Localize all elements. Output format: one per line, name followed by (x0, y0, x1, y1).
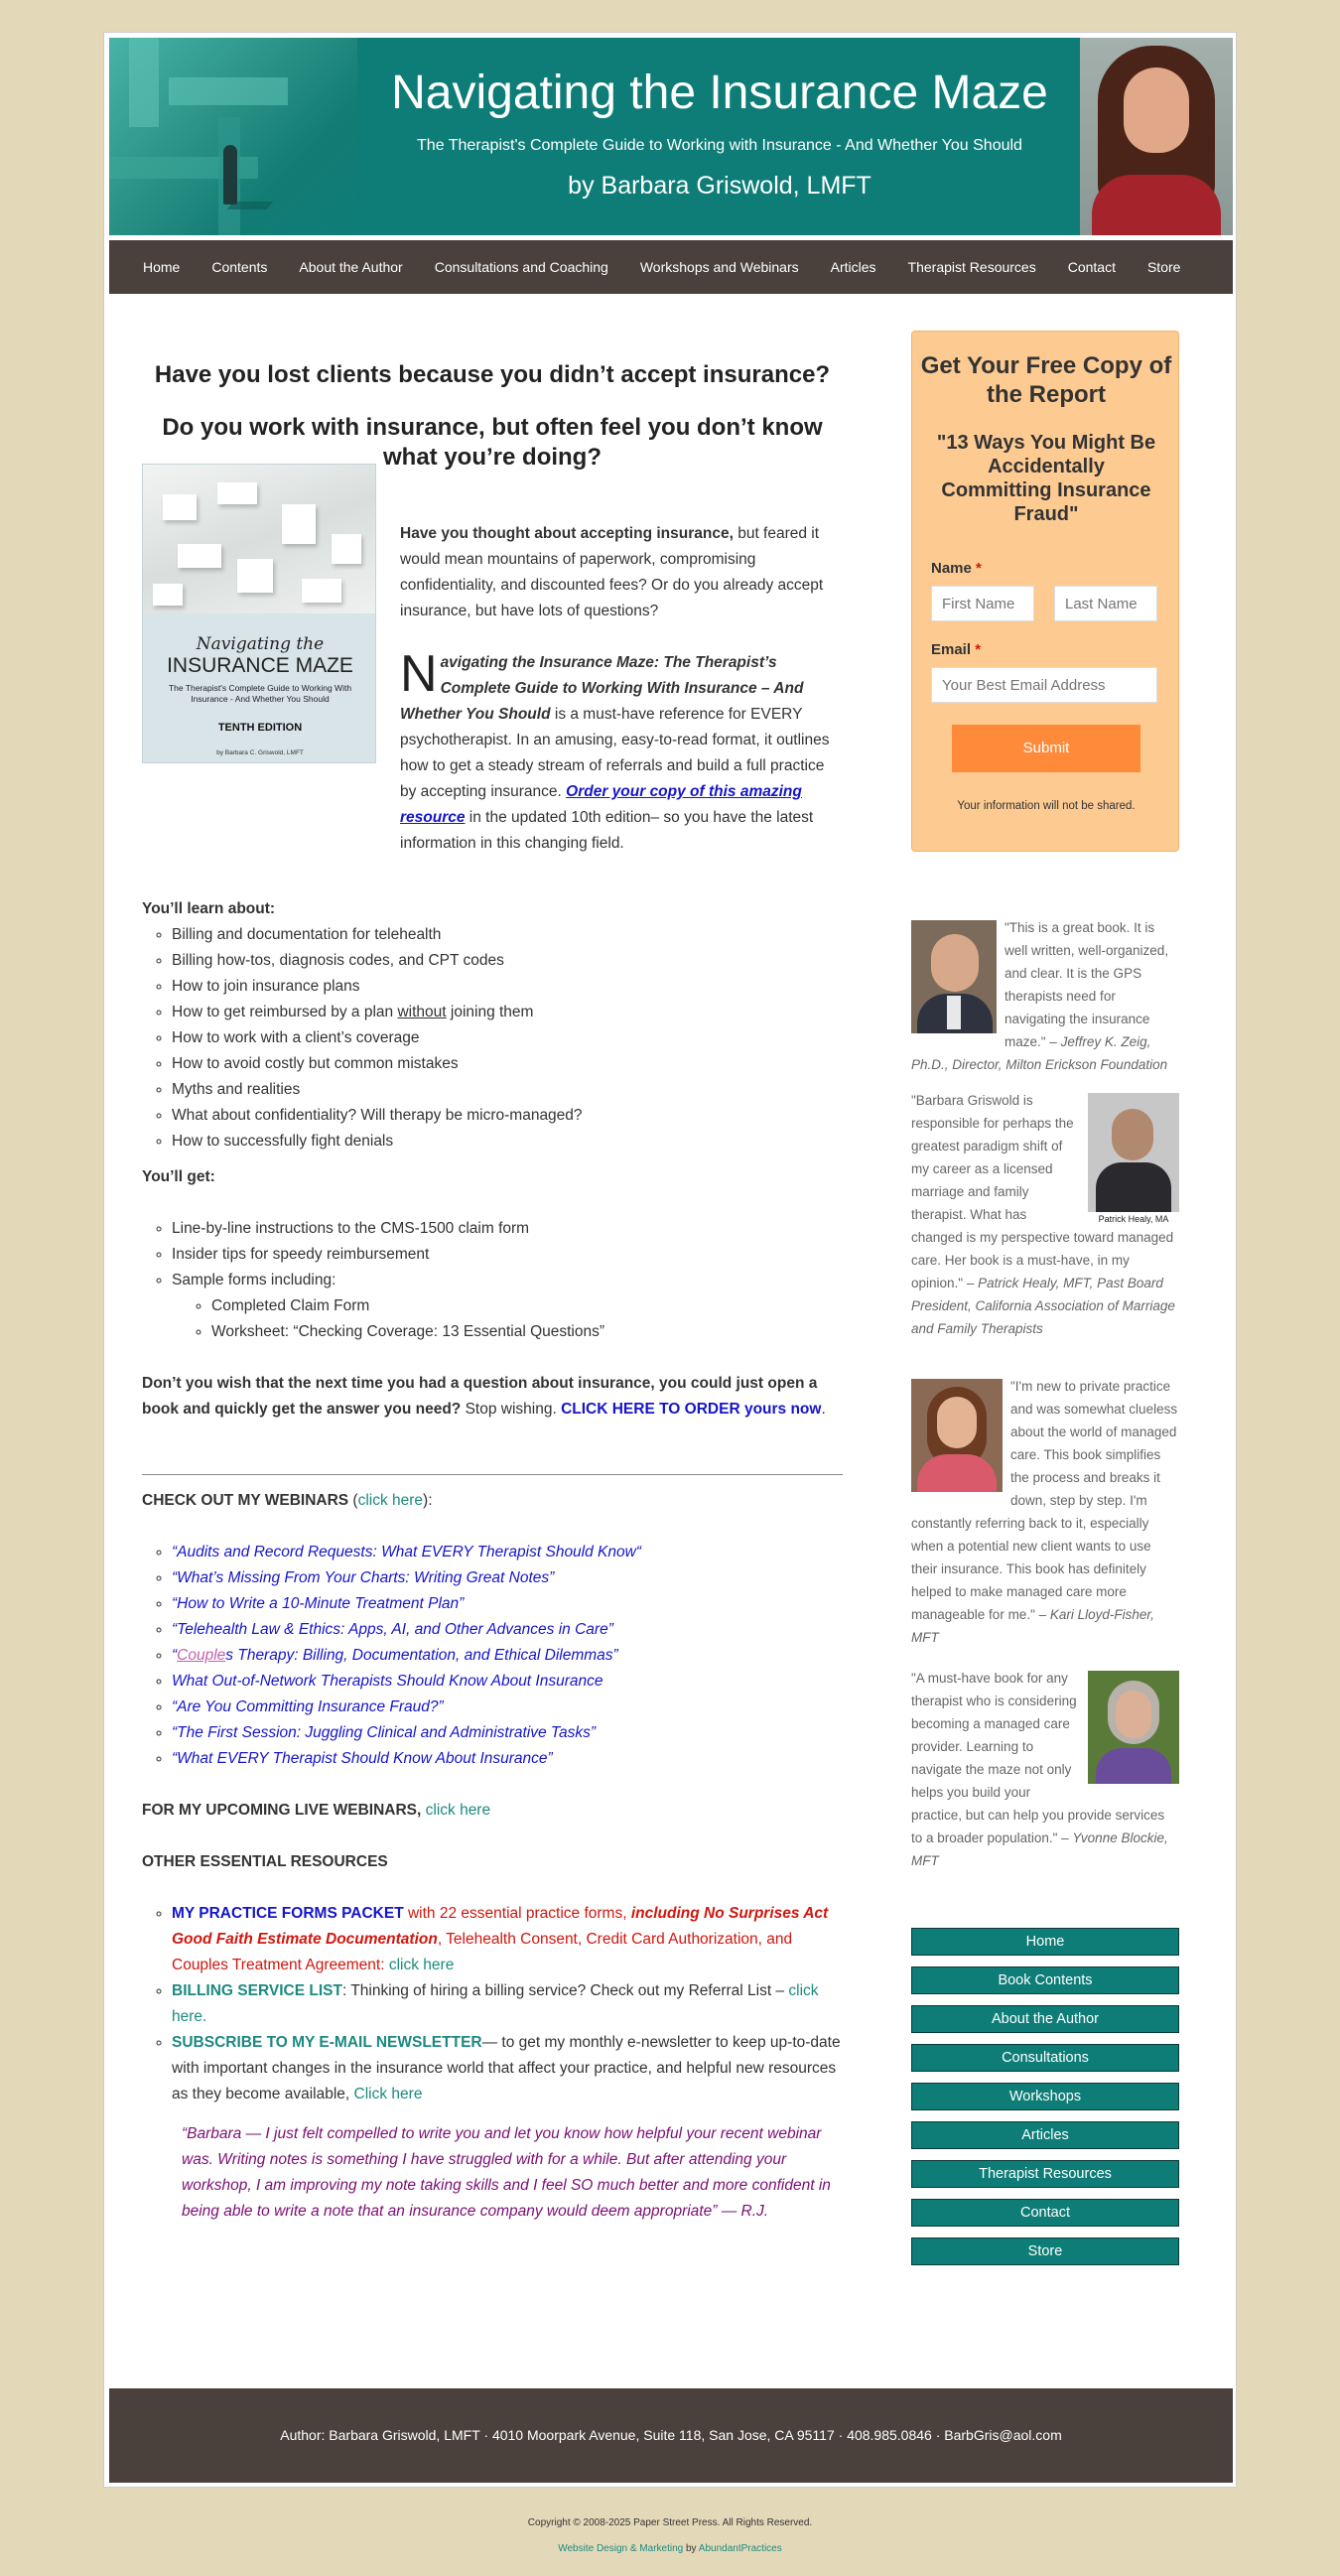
site-title: Navigating the Insurance Maze (391, 67, 1048, 119)
testimonial-attr: Kari Lloyd-Fisher, MFT (911, 1607, 1154, 1645)
testimonial-photo (911, 1379, 1003, 1492)
newsletter-click-here[interactable]: Click here (353, 2086, 423, 2102)
intro-bold: Have you thought about accepting insurance, (400, 525, 734, 542)
author-photo (1080, 38, 1233, 235)
list-item (172, 1901, 843, 1978)
name-label: Name * (931, 560, 982, 577)
testimonial-text: "I'm new to private practice and was somewhat clueless about the world of managed care. This book simplifies the process and breaks it down, step by step. I'm constantly referring back to it, especially when a potential new client wants to use their insurance. This book has definitely helped to make managed care more manageable for me." – (911, 1379, 1178, 1622)
site-footer: Author: Barbara Griswold, LMFT · 4010 Moorpark Avenue, Suite 118, San Jose, CA 95117 · 408.985.0846 · BarbGris@aol.com (109, 2388, 1233, 2483)
site-subtitle: The Therapist's Complete Guide to Working with Insurance - And Whether You Should (417, 137, 1022, 154)
site-header (109, 38, 1233, 235)
credit-line (0, 2543, 1340, 2554)
list-item: ◦ Line-by-line instructions to the CMS-1500 claim form (172, 1216, 843, 1242)
dropcap: N (400, 645, 438, 703)
nav-contents[interactable]: Contents (211, 259, 268, 275)
wish-bold: Don’t you wish that the next time you had a question about insurance, you could just open a book and quickly get the answer you need? (142, 1375, 818, 1418)
forms-packet-link[interactable]: MY PRACTICE FORMS PACKET (172, 1905, 404, 1922)
testimonial-attr: Patrick Healy, MFT, Past Board President, California Association of Marriage and Family Therapists (911, 1276, 1175, 1336)
res1-text: with 22 essential practice forms, (403, 1905, 631, 1922)
get-list (142, 1216, 843, 1293)
other-heading (142, 1849, 843, 1875)
nav-contact[interactable]: Contact (1067, 259, 1116, 275)
list-item: ◦ How to get reimbursed by a plan without joining them (172, 1000, 843, 1025)
testimonial-quote: “Barbara — I just felt compelled to write you and let you know how helpful your recent webinar was. Writing notes is something I have struggled with for a while. But after attending your workshop, I am improving my note taking skills and I feel SO much better and more confident in being able to write a note that an insurance company would deem appropriate” — R.J. (182, 2125, 831, 2220)
webinar-link-4[interactable]: “Telehealth Law & Ethics: Apps, AI, and Other Advances in Care” (172, 1621, 613, 1638)
divider (142, 1474, 843, 1475)
sidebar-button-home[interactable]: Home (911, 1928, 1179, 1956)
get-section (142, 1164, 843, 1345)
list-item: ◦ How to join insurance plans (172, 974, 843, 1000)
webinar-link-1[interactable]: “Audits and Record Requests: What EVERY Therapist Should Know“ (172, 1544, 641, 1560)
photo-caption: Patrick Healy, MA (1098, 1214, 1169, 1224)
list-item: ◦ Sample forms including: (172, 1268, 843, 1293)
forms-click-here[interactable]: click here (388, 1957, 455, 1973)
res2-text: : Thinking of hiring a billing service? Check out my Referral List – (341, 1982, 789, 1999)
list-item (172, 1978, 843, 2030)
res1-text-2: , Telehealth Consent, Credit Card Authorization, and Couples Treatment Agreement: (172, 1931, 793, 1973)
testimonial-attr: Jeffrey K. Zeig, Ph.D., Director, Milton Erickson Foundation (911, 1034, 1168, 1072)
main-nav (109, 240, 1233, 294)
nav-home[interactable]: Home (143, 259, 181, 275)
sidebar-button-articles[interactable]: Articles (911, 2121, 1179, 2149)
wish-paragraph: Don’t you wish that the next time you had a question about insurance, you could just open a book and quickly get the answer you need? Stop wishing. CLICK HERE TO ORDER yours now. (142, 1375, 826, 1418)
other-heading-text: OTHER ESSENTIAL RESOURCES (142, 1853, 388, 1870)
list-item: ◦ Billing and documentation for telehealth (172, 922, 843, 948)
get-heading: You’ll get: (142, 1168, 215, 1185)
testimonial-4 (911, 1667, 1179, 1872)
get-sub-list (142, 1293, 843, 1345)
webinar-link-7[interactable]: “Are You Committing Insurance Fraud?” (172, 1698, 444, 1715)
list-item: ◦ Myths and realities (172, 1077, 843, 1103)
credit-link-abundant[interactable]: AbundantPractices (698, 2543, 782, 2554)
sidebar-button-contact[interactable]: Contact (911, 2199, 1179, 2227)
testimonial-photo (1088, 1671, 1179, 1784)
testimonial-3 (911, 1375, 1179, 1649)
list-item: ◦ How to avoid costly but common mistakes (172, 1051, 843, 1077)
billing-list-link[interactable]: BILLING SERVICE LIST (172, 1982, 342, 1999)
testimonial-2 (911, 1089, 1179, 1340)
res3-text: — to get my monthly e-newsletter to keep up-to-date with important changes in the insurance world that affect your practice, and helpful new resources as they become available, (172, 2034, 841, 2102)
webinar-link-6[interactable]: What Out-of-Network Therapists Should Know About Insurance (172, 1673, 603, 1690)
wish-text: Stop wishing. (461, 1401, 562, 1418)
resources-section (142, 1901, 843, 2107)
book-edition: TENTH EDITION (217, 722, 303, 734)
credit-link-design[interactable]: Website Design & Marketing (558, 2543, 684, 2554)
sidebar-button-about[interactable]: About the Author (911, 2005, 1179, 2033)
submit-button[interactable]: Submit (952, 725, 1140, 772)
book-title-script: Navigating the (196, 634, 325, 654)
copyright: Copyright © 2008-2025 Paper Street Press. All Rights Reserved. (527, 2517, 813, 2528)
learn-heading: You’ll learn about: (142, 900, 276, 917)
list-item: ◦ Worksheet: “Checking Coverage: 13 Essential Questions” (211, 1319, 843, 1345)
testimonial-attr: Yvonne Blockie, MFT (911, 1830, 1168, 1868)
optin-title: Get Your Free Copy of the Report (920, 352, 1172, 408)
newsletter-link[interactable]: SUBSCRIBE TO MY E-MAIL NEWSLETTER (172, 2034, 482, 2051)
webinars-link[interactable]: click here (357, 1492, 424, 1509)
book-desc-text: is a must-have reference for EVERY psychotherapist. In an amusing, easy-to-read format, it outlines how to get a steady stream of referrals and build a full practice by accepting insurance. (400, 706, 830, 800)
email-label: Email * (931, 641, 982, 658)
testimonial-photo (911, 920, 997, 1033)
learn-list (142, 922, 843, 1154)
list-item: ◦ Insider tips for speedy reimbursement (172, 1242, 843, 1268)
optin-report-title: "13 Ways You Might Be Accidentally Committing Insurance Fraud" (936, 432, 1156, 525)
sidebar-button-store[interactable]: Store (911, 2237, 1179, 2265)
headline-1: Have you lost clients because you didn’t accept insurance? (154, 361, 831, 388)
nav-resources[interactable]: Therapist Resources (907, 259, 1036, 275)
list-item (172, 2030, 843, 2107)
list-item: ◦ How to successfully fight denials (172, 1129, 843, 1154)
list-item: ◦ How to work with a client’s coverage (172, 1025, 843, 1051)
webinars-heading: CHECK OUT MY WEBINARS (142, 1492, 349, 1509)
nav-workshops[interactable]: Workshops and Webinars (639, 259, 799, 275)
testimonial-text: "A must-have book for any therapist who is considering becoming a managed care provider. Learning to navigate the maze not only helps you build your practice, but can help you provide services to a broader population." – (911, 1671, 1165, 1845)
order-link[interactable]: Order your copy of this amazing resource (400, 783, 802, 826)
webinar-link-2[interactable]: “What’s Missing From Your Charts: Writing Great Notes” (172, 1569, 555, 1586)
page-container (103, 32, 1237, 2488)
testimonial-1 (911, 916, 1179, 1076)
list-item: ◦ Billing how-tos, diagnosis codes, and CPT codes (172, 948, 843, 974)
webinar-link-8[interactable]: “The First Session: Juggling Clinical and Administrative Tasks” (172, 1724, 596, 1741)
webinar-link-3[interactable]: “How to Write a 10-Minute Treatment Plan” (172, 1595, 465, 1612)
privacy-note: Your information will not be shared. (957, 800, 1136, 812)
webinars-list (142, 1540, 843, 1772)
nav-articles[interactable]: Articles (830, 259, 876, 275)
sidebar-button-consultations[interactable]: Consultations (911, 2044, 1179, 2072)
testimonial-photo (1088, 1093, 1179, 1226)
book-author: by Barbara C. Griswold, LMFT (216, 749, 304, 756)
billing-click-here[interactable]: click here. (172, 1982, 819, 2025)
intro-paragraph (400, 521, 843, 624)
intro-text: but feared it would mean mountains of paperwork, compromising confidentiality, and discounted fees? Or do you already accept insurance, but have lots of questions? (400, 525, 824, 619)
book-subtitle: The Therapist's Complete Guide to Working With Insurance - And Whether You Should (168, 683, 352, 704)
webinars-section: CHECK OUT MY WEBINARS (click here): ◦ “Audits and Record Requests: What EVERY Therapist Should Know“ ◦ “What’s Missing From Your Charts: Writing Great Notes” ◦ “How to Write a 10-Minute Treatment Plan” ◦ “Telehealth Law & Ethics: Apps, AI, and Other Advances in Care” ◦ “Couples Therapy: Billing, Documentation, and Ethical Dilemmas” ◦ What Out-of-Network Therapists Should Know About Insurance ◦ “Are You Committing Insurance Fraud?” ◦ “The First Session: Juggling Clinical and Administrative Tasks” ◦ “What EVERY Therapist Should Know About Insurance” (142, 1488, 843, 1772)
res1-bold: including No Surprises Act Good Faith Estimate Documentation (172, 1905, 829, 1948)
first-name-input[interactable] (931, 586, 1034, 621)
live-webinars (142, 1798, 843, 1824)
headline-2: Do you work with insurance, but often feel you don’t know what you’re doing? (162, 414, 823, 471)
live-link[interactable]: click here (425, 1802, 491, 1819)
optin-form (911, 331, 1179, 852)
book-desc-end: in the updated 10th edition– so you have the latest information in this changing field. (400, 809, 814, 852)
list-item: ◦ Completed Claim Form (211, 1293, 843, 1319)
site-author: by Barbara Griswold, LMFT (568, 172, 871, 200)
list-item: ◦ What about confidentiality? Will therapy be micro-managed? (172, 1103, 843, 1129)
live-heading: FOR MY UPCOMING LIVE WEBINARS, (142, 1802, 422, 1819)
sidebar-button-workshops[interactable]: Workshops (911, 2083, 1179, 2110)
webinar-link-9[interactable]: “What EVERY Therapist Should Know About Insurance” (172, 1750, 553, 1767)
testimonial-text: "This is a great book. It is well written, well-organized, and clear. It is the GPS therapists need for navigating the insurance maze." – (1005, 920, 1169, 1049)
sidebar-button-resources[interactable]: Therapist Resources (911, 2160, 1179, 2188)
nav-store[interactable]: Store (1146, 259, 1181, 275)
order-now-link[interactable]: CLICK HERE TO ORDER yours now (561, 1401, 822, 1418)
book-description (142, 645, 843, 857)
last-name-input[interactable] (1054, 586, 1157, 621)
resources-list (142, 1901, 843, 2107)
book-full-title: avigating the Insurance Maze: The Therapist’s Complete Guide to Working With Insurance – And Whether You Should (400, 654, 804, 723)
credit-by: by (683, 2543, 699, 2554)
sidebar-button-book-contents[interactable]: Book Contents (911, 1966, 1179, 1994)
book-title-main: INSURANCE MAZE (167, 654, 353, 677)
testimonial-text: "Barbara Griswold is responsible for perhaps the greatest paradigm shift of my career as a licensed marriage and family therapist. What has changed is my perspective toward managed care. Her book is a must-have, in my opinion." – (911, 1093, 1174, 1290)
email-input[interactable] (931, 667, 1157, 703)
nav-about[interactable]: About the Author (299, 259, 403, 275)
learn-section (142, 896, 843, 1154)
nav-consultations[interactable]: Consultations and Coaching (434, 259, 608, 275)
webinar-link-5[interactable]: “Couples Therapy: Billing, Documentation, and Ethical Dilemmas” (172, 1647, 618, 1664)
